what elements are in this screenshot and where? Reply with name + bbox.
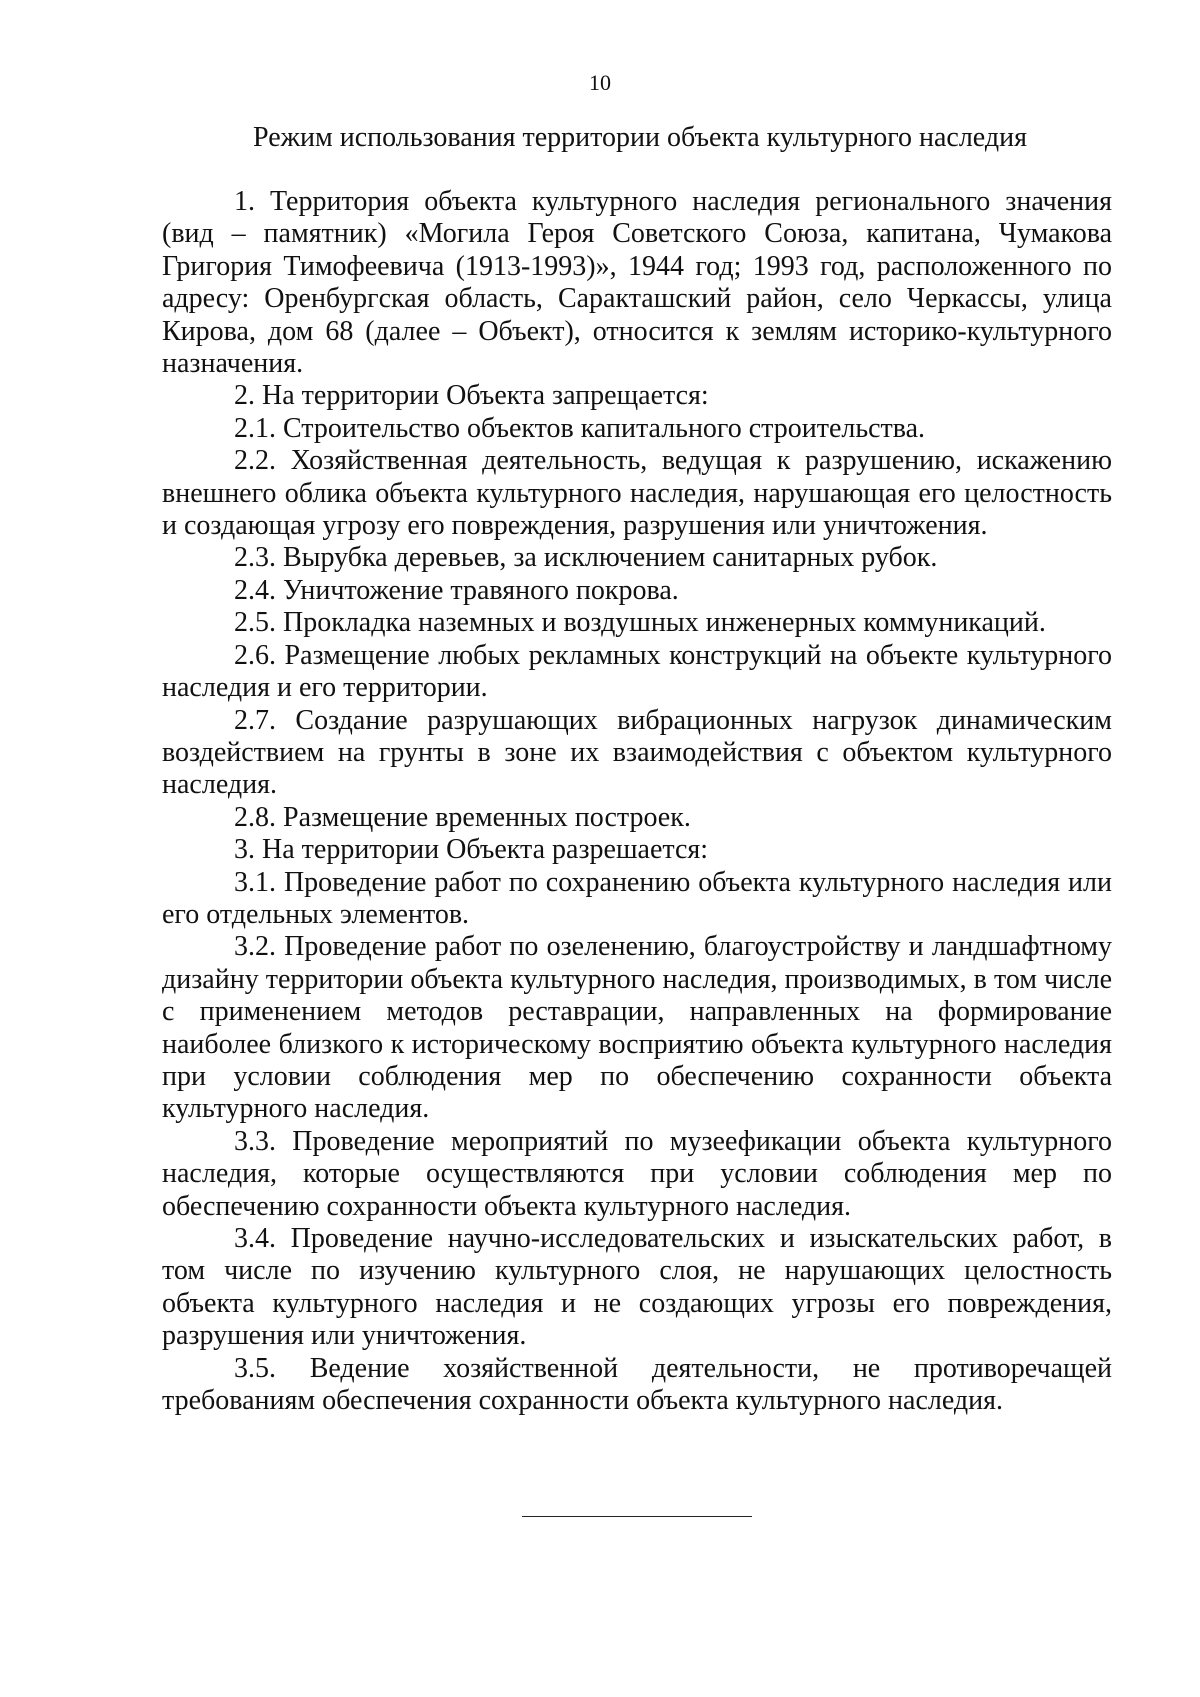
paragraph-3-4: 3.4. Проведение научно-исследовательских и изыскательских работ, в том числе по изучению культурного слоя, не нарушающих целостность объекта культурного наследия и не создающих угрозы его повреждения, разрушения или уничтожения.	[162, 1223, 1112, 1352]
paragraph-2-1: 2.1. Строительство объектов капитального строительства.	[234, 412, 926, 444]
paragraph-3-2: 3.2. Проведение работ по озеленению, благоустройству и ландшафтному дизайну территории объекта культурного наследия, производимых, в том числе с применением методов реставрации, направленных на формирование наиболее близкого к историческому восприятию объекта культурного наследия при условии соблюдения мер по обеспечению сохранности объекта культурного наследия.	[162, 931, 1112, 1125]
paragraph-2-3: 2.3. Вырубка деревьев, за исключением санитарных рубок.	[234, 542, 938, 574]
paragraph-3-3: 3.3. Проведение мероприятий по музеефикации объекта культурного наследия, которые осуществляются при условии соблюдения мер по обеспечению сохранности объекта культурного наследия.	[162, 1125, 1112, 1222]
document-body	[162, 186, 1112, 1417]
paragraph-3-1: 3.1. Проведение работ по сохранению объекта культурного наследия или его отдельных элементов.	[162, 866, 1112, 930]
document-title: Режим использования территории объекта культурного наследия	[253, 122, 1027, 153]
paragraph-1: 1. Территория объекта культурного наследия регионального значения (вид – памятник) «Могила Героя Советского Союза, капитана, Чумакова Григория Тимофеевича (1913-1993)», 1944 год; 1993 год, расположенного по адресу: Оренбургская область, Саракташский район, село Черкассы, улица Кирова, дом 68 (далее – Объект), относится к землям историко-культурного назначения.	[162, 186, 1112, 380]
paragraph-2-8: 2.8. Размещение временных построек.	[234, 801, 691, 833]
end-divider	[522, 1516, 752, 1517]
paragraph-2-4: 2.4. Уничтожение травяного покрова.	[234, 574, 679, 606]
paragraph-2-7: 2.7. Создание разрушающих вибрационных нагрузок динамическим воздействием на грунты в зоне их взаимодействия с объектом культурного наследия.	[162, 704, 1112, 801]
paragraph-2-2: 2.2. Хозяйственная деятельность, ведущая к разрушению, искажению внешнего облика объекта культурного наследия, нарушающая его целостность и создающая угрозу его повреждения, разрушения или уничтожения.	[162, 445, 1112, 542]
paragraph-2-5: 2.5. Прокладка наземных и воздушных инженерных коммуникаций.	[234, 607, 1046, 639]
page-number: 10	[589, 70, 611, 95]
paragraph-3: 3. На территории Объекта разрешается:	[234, 834, 709, 866]
paragraph-2: 2. На территории Объекта запрещается:	[234, 380, 709, 412]
paragraph-3-5: 3.5. Ведение хозяйственной деятельности, не противоречащей требованиям обеспечения сохранности объекта культурного наследия.	[162, 1352, 1112, 1417]
paragraph-2-6: 2.6. Размещение любых рекламных конструкций на объекте культурного наследия и его территории.	[162, 639, 1112, 704]
